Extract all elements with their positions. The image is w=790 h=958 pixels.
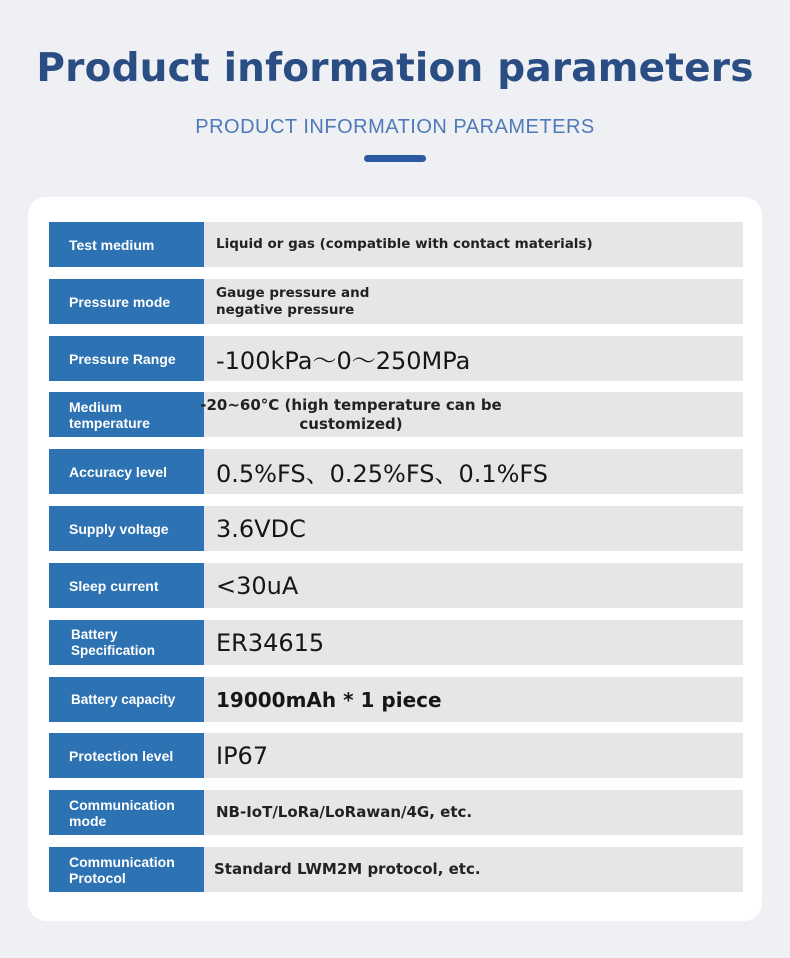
- param-value: ER34615: [216, 628, 325, 657]
- param-value-cell: [204, 790, 743, 835]
- param-value: NB-IoT/LoRa/LoRawan/4G, etc.: [216, 803, 473, 821]
- param-value-cell: [204, 733, 743, 778]
- param-value: Liquid or gas (compatible with contact materials): [216, 236, 593, 252]
- param-row-battery-capacity: [49, 677, 743, 722]
- param-value-cell: [204, 847, 743, 892]
- param-label: Test medium: [49, 222, 204, 267]
- param-value-cell: [204, 222, 743, 267]
- param-value: IP67: [216, 741, 269, 770]
- param-value: -100kPa～0～250MPa: [216, 347, 471, 375]
- param-label: Communication mode: [49, 790, 204, 835]
- page-subtitle: PRODUCT INFORMATION PARAMETERS: [195, 116, 595, 138]
- param-row-test-medium: [49, 222, 743, 267]
- param-value: -20~60°C (high temperature can be customized): [200, 395, 502, 433]
- param-row-pressure-range: [49, 336, 743, 381]
- param-row-medium-temperature: [49, 392, 743, 437]
- param-row-communication-protocol: [49, 847, 743, 892]
- param-value-cell: [204, 449, 743, 494]
- param-value: Gauge pressure and negative pressure: [216, 284, 370, 318]
- param-label: Battery capacity: [49, 677, 204, 722]
- param-value-cell: [204, 563, 743, 608]
- param-row-accuracy-level: [49, 449, 743, 494]
- param-row-pressure-mode: [49, 279, 743, 324]
- param-label: Battery Specification: [49, 620, 204, 665]
- param-value: 0.5%FS、0.25%FS、0.1%FS: [216, 460, 549, 488]
- param-value-cell: [204, 506, 743, 551]
- param-row-communication-mode: [49, 790, 743, 835]
- param-value-cell: [204, 279, 743, 324]
- param-value-cell: [200, 392, 743, 437]
- param-label: Communication Protocol: [49, 847, 204, 892]
- param-label: Pressure mode: [49, 279, 204, 324]
- param-value-cell: [204, 336, 743, 381]
- page-title: Product information parameters: [36, 46, 754, 91]
- param-value: <30uA: [216, 571, 299, 600]
- title-accent-bar: [364, 155, 426, 162]
- param-value: Standard LWM2M protocol, etc.: [214, 860, 481, 878]
- param-label: Sleep current: [49, 563, 204, 608]
- param-value: 3.6VDC: [216, 514, 306, 543]
- param-label: Protection level: [49, 733, 204, 778]
- param-value-cell: [204, 677, 743, 722]
- param-label: Accuracy level: [49, 449, 204, 494]
- param-value-cell: [204, 620, 743, 665]
- param-row-protection-level: [49, 733, 743, 778]
- param-label: Medium temperature: [49, 392, 204, 437]
- param-row-supply-voltage: [49, 506, 743, 551]
- param-label: Supply voltage: [49, 506, 204, 551]
- param-row-battery-specification: [49, 620, 743, 665]
- param-value: 19000mAh * 1 piece: [216, 687, 442, 712]
- param-row-sleep-current: [49, 563, 743, 608]
- param-label: Pressure Range: [49, 336, 204, 381]
